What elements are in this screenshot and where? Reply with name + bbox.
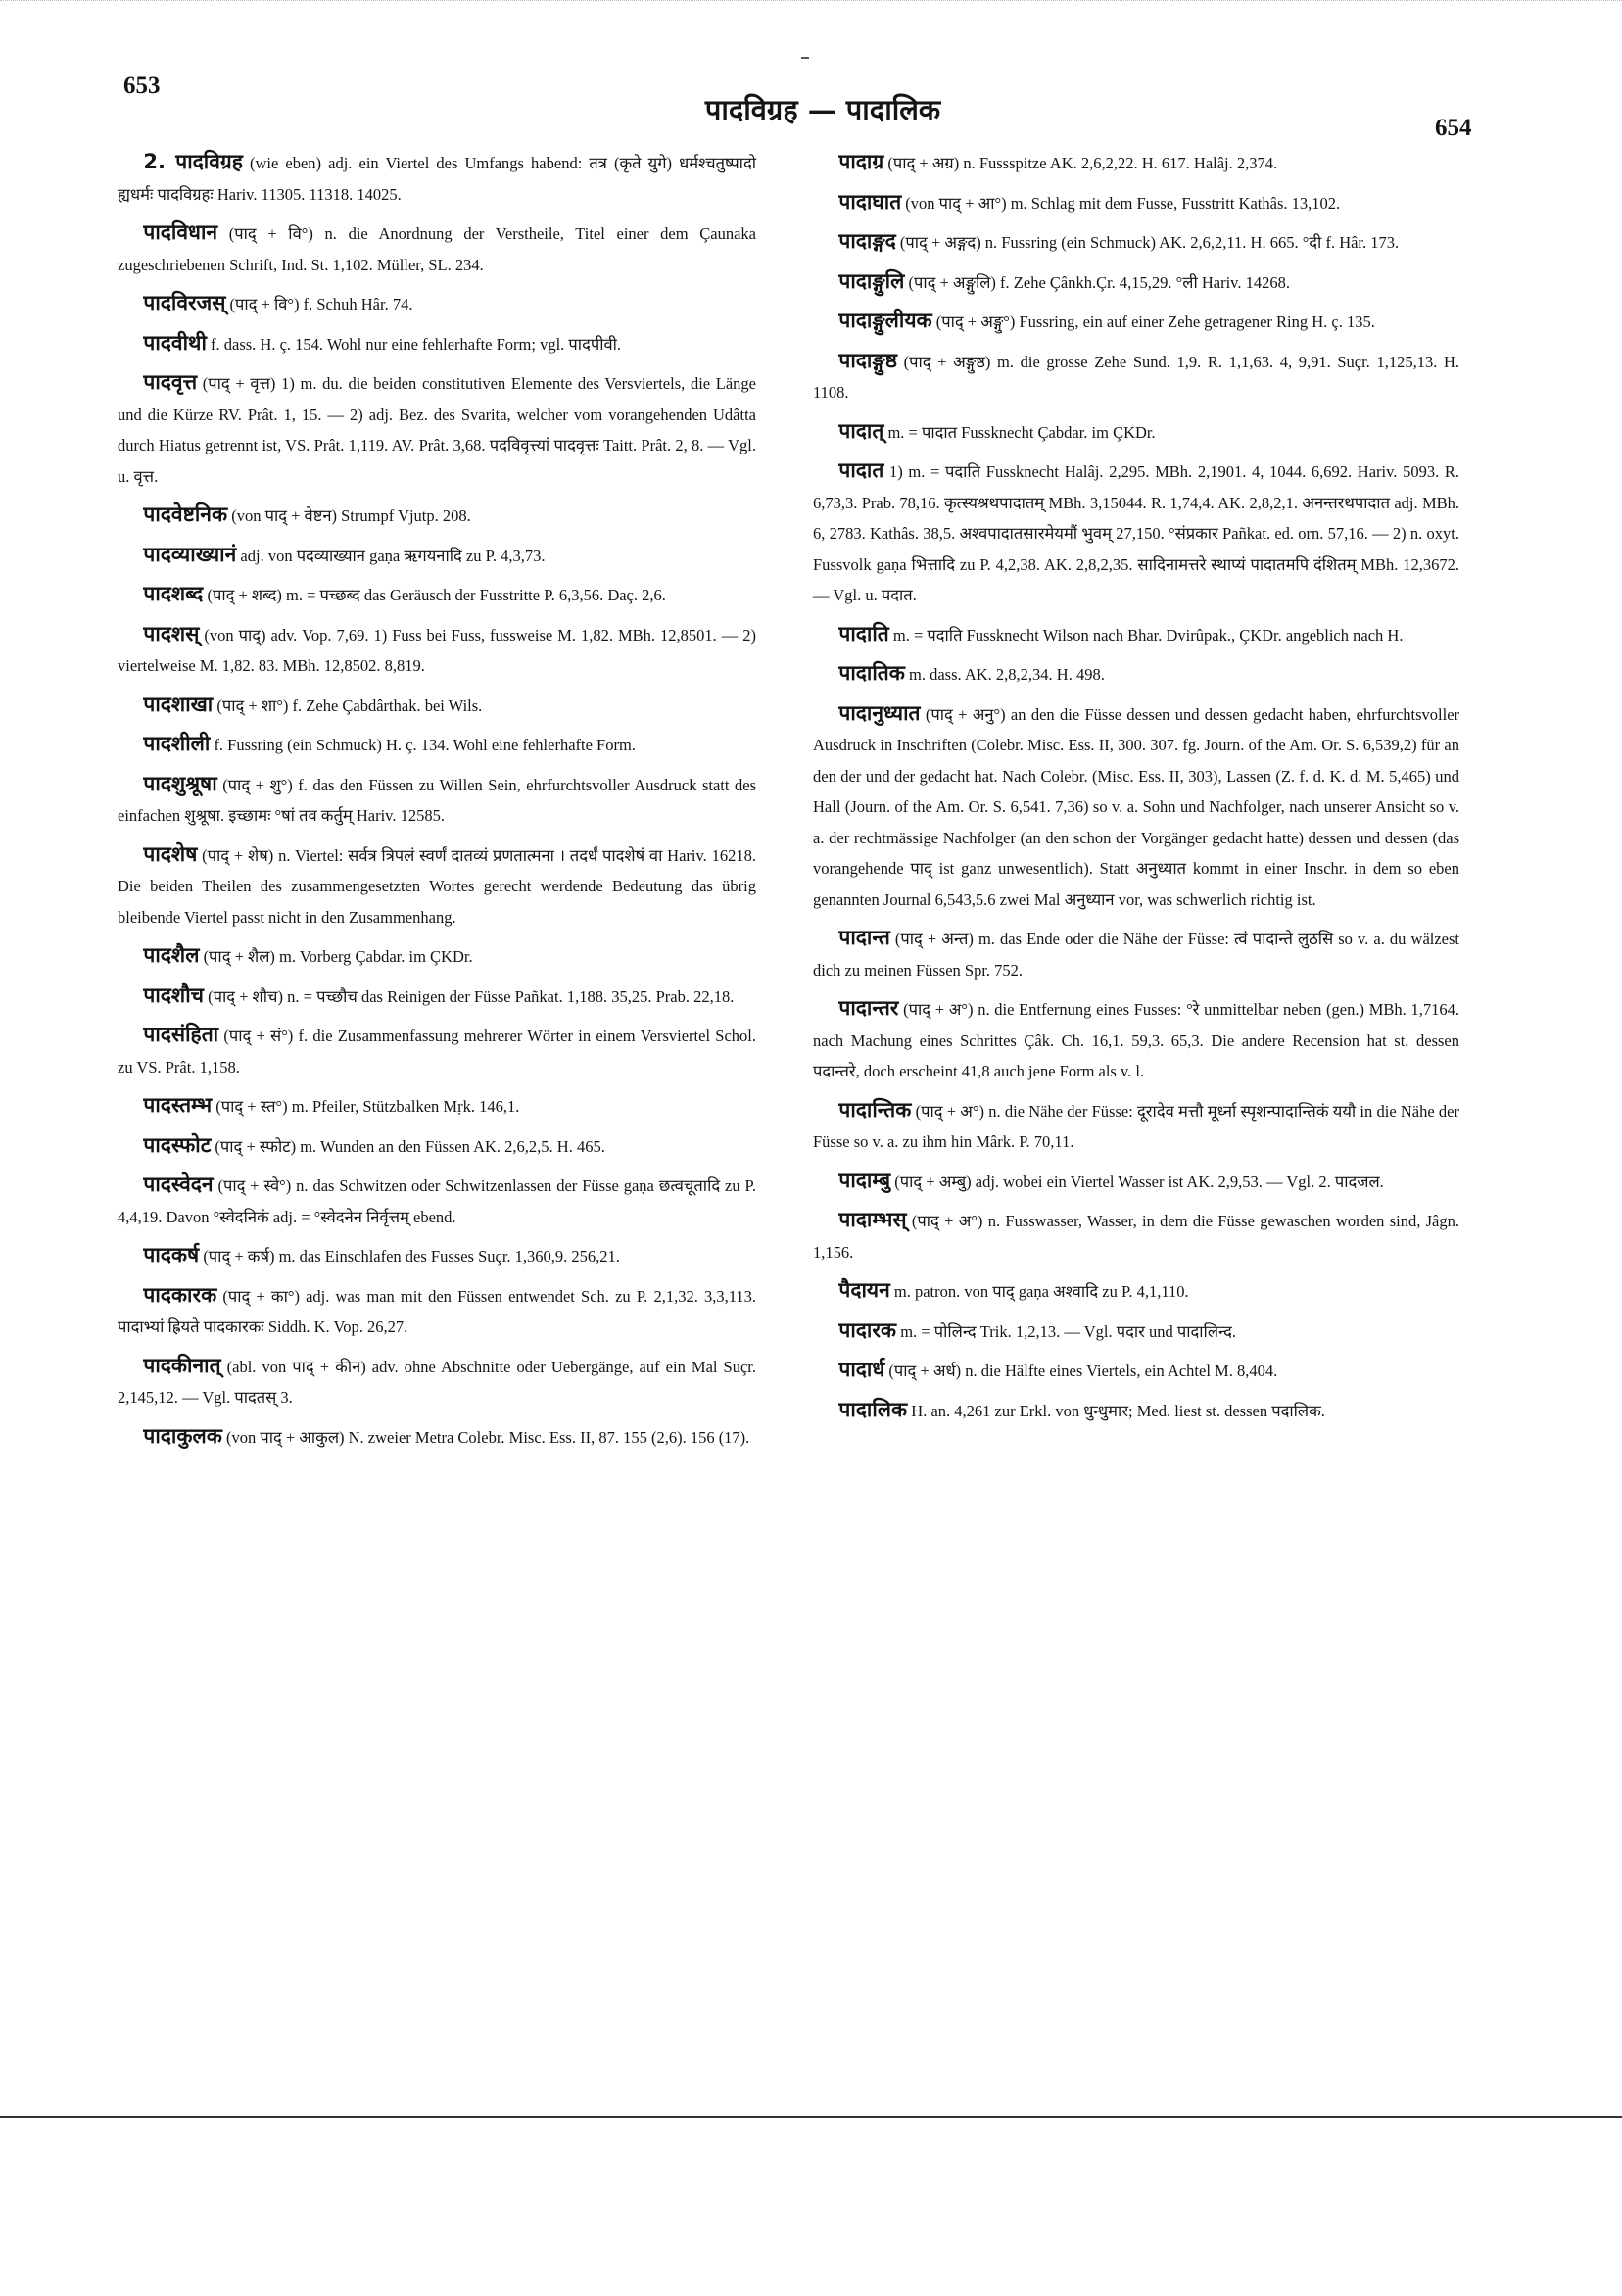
entry-headword: पैदायन xyxy=(838,1278,890,1302)
entry-headword: पादशेष xyxy=(143,841,198,866)
dictionary-entry xyxy=(118,1020,756,1082)
dictionary-entry xyxy=(813,619,1459,651)
entry-headword: पादार्ध xyxy=(838,1358,885,1381)
dictionary-entry xyxy=(813,416,1459,449)
entry-headword: पादविधान xyxy=(143,220,218,244)
dictionary-entry xyxy=(118,769,756,832)
entry-headword: पादकीनात् xyxy=(143,1353,221,1377)
entry-text: H. an. 4,261 zur Erkl. von धुन्धुमार; Med. liest st. dessen पदालिक. xyxy=(911,1401,1325,1420)
entry-headword: पादवृत्त xyxy=(143,370,198,394)
entry-headword: पादाम्बु xyxy=(838,1168,891,1192)
dictionary-entry xyxy=(813,1355,1459,1387)
entry-headword: पादशीली xyxy=(143,732,211,755)
dictionary-entry xyxy=(118,579,756,611)
dictionary-entry xyxy=(118,328,756,360)
dictionary-entry xyxy=(118,288,756,320)
entry-headword: पादस्फोट xyxy=(143,1132,212,1157)
entry-text: (पाद् + शौच) n. = पच्छौच das Reinigen der Füsse Pañkat. 1,188. 35,25. Prab. 22,18. xyxy=(208,986,735,1006)
entry-headword: पादाङ्गुलि xyxy=(838,268,905,293)
dictionary-entry xyxy=(118,940,756,973)
entry-headword: पादशाखा xyxy=(143,692,214,716)
page-number-left: 653 xyxy=(123,72,161,99)
entry-text: (पाद् + वि°) n. die Anordnung der Verstheile, Titel einer dem Çaunaka zugeschriebenen Schrift, Ind. St. 1,102. Müller, SL. 234. xyxy=(118,224,756,274)
entry-text: (पाद् + स्त°) m. Pfeiler, Stützbalken Mṛk. 146,1. xyxy=(215,1097,520,1116)
entry-headword: पादानुध्यात xyxy=(838,700,921,725)
entry-text: (पाद् + स्फोट) m. Wunden an den Füssen AK. 2,6,2,5. H. 465. xyxy=(215,1136,605,1156)
entry-text: (von पाद् + वेष्टन) Strumpf Vjutp. 208. xyxy=(231,506,471,525)
entry-headword: पादव्याख्यानं xyxy=(143,542,237,566)
entry-headword: पादाघात xyxy=(838,189,902,214)
entry-text: 1) m. = पदाति Fussknecht Halâj. 2,295. MBh. 2,1901. 4, 1044. 6,692. Hariv. 5093. R. 6,73,3. Prab. 78,16. कृत्स्यश्रथपादातम् MBh. 3,15044. R. 1,74,4. AK. 2,8,2,1. अनन्तरथपादात adj. MBh. 6, 2783. Kathâs. 38,5. अश्वपादातसारमेयमौं भुवम् 27,150. °संप्रकार Pañkat. ed. orn. 57,16. — 2) n. oxyt. Fussvolk gaṇa भित्तादि zu P. 4,2,38. AK. 2,8,2,35. सादिनामत्तरे स्थाप्यं पादातमपि दंशितम् MBh. 12,3672. — Vgl. u. पदात. xyxy=(813,462,1459,604)
dictionary-entry xyxy=(813,1095,1459,1158)
entry-text: (पाद् + कर्ष) m. das Einschlafen des Fusses Suçr. 1,360,9. 256,21. xyxy=(203,1247,620,1266)
dictionary-entry xyxy=(813,923,1459,985)
entry-headword: पादवेष्टनिक xyxy=(143,502,228,526)
entry-headword: पादकारक xyxy=(143,1282,217,1307)
dictionary-entry xyxy=(118,729,756,761)
entry-text: (wie eben) adj. ein Viertel des Umfangs habend: तत्र (कृते युगे) धर्मश्चतुष्पादो ह्यधर्मः पादविग्रहः Hariv. 11305. 11318. 14025. xyxy=(118,154,756,204)
entry-text: m. = पादात Fussknecht Çabdar. im ÇKDr. xyxy=(887,422,1156,442)
entry-text: (von पाद् + आ°) m. Schlag mit dem Fusse, Fusstritt Kathâs. 13,102. xyxy=(905,193,1341,213)
entry-headword: पादातिक xyxy=(838,661,905,685)
dictionary-entry xyxy=(813,226,1459,259)
dictionary-entry xyxy=(118,1351,756,1413)
dictionary-entry xyxy=(813,346,1459,408)
entry-headword: पादान्तिक xyxy=(838,1097,912,1122)
entry-text: (पाद् + अ°) n. die Entfernung eines Fusses: °रे unmittelbar neben (gen.) MBh. 1,7164. nach Machung eines Schrittes Çâk. Ch. 16,1. 59,3. 65,3. Die andere Recension hat st. dessen पदान्तरे, doch erscheint 41,8 auch jene Form als v. l. xyxy=(813,1000,1460,1080)
entry-text: (पाद् + अ°) n. die Nähe der Füsse: दूरादेव मत्तौ मूर्ध्ना स्पृशन्पादान्तिकं ययौ in die Nähe der Füsse so v. a. zu ihm hin Mârk. P. 70,11. xyxy=(813,1101,1459,1151)
entry-headword: पादात xyxy=(838,458,884,482)
entry-headword: पादविरजस् xyxy=(143,291,226,314)
dictionary-entry xyxy=(118,1130,756,1163)
entry-text: (पाद् + अम्बु) adj. wobei ein Viertel Wasser ist AK. 2,9,53. — Vgl. 2. पादजल. xyxy=(894,1172,1384,1191)
left-column xyxy=(118,147,756,1460)
dictionary-entry xyxy=(118,1170,756,1232)
dictionary-entry xyxy=(118,1421,756,1454)
entry-headword: पादात् xyxy=(838,418,884,443)
dictionary-entry xyxy=(813,993,1459,1087)
page-number-right: 654 xyxy=(1435,115,1472,141)
entry-headword: पादशुश्रूषा xyxy=(143,771,217,795)
entry-headword: पादालिक xyxy=(838,1397,908,1421)
entry-headword: पादाम्भस् xyxy=(838,1208,907,1231)
dictionary-entry xyxy=(813,1205,1459,1268)
dictionary-entry xyxy=(118,1090,756,1123)
entry-headword: पादाकुलक xyxy=(143,1423,222,1448)
dictionary-entry xyxy=(118,367,756,492)
entry-text: (पाद् + शब्द) m. = पच्छब्द das Geräusch der Fusstritte P. 6,3,56. Daç. 2,6. xyxy=(207,586,666,604)
entry-text: (पाद् + शेष) n. Viertel: सर्वत्र त्रिपलं स्वर्णं दातव्यं प्रणतात्मना । तदर्धं पादशेषं वा Hariv. 16218. Die beiden Theilen des zusammengesetzten Wortes gerecht werdende Bedeutung das übrig bleibende Viertel passt nicht in den Zusammenhang. xyxy=(118,845,756,927)
dictionary-entry xyxy=(813,187,1459,219)
entry-text: (पाद् + अनु°) an den die Füsse dessen und dessen gedacht haben, ehrfurchtsvoller Ausdruck in Inschriften (Colebr. Misc. Ess. II, 300. 307. fg. Journ. of the Am. Or. S. 6,539,2) für an den der und der gedacht hat. Nach Colebr. (Misc. Ess. II, 303), Lassen (Z. f. d. K. d. M. 5,465) und Hall (Journ. of the Am. Or. S. 6,541. 7,36) so v. a. Sohn und Nachfolger, nach unserer Ansicht so v. a. der rechtmässige Nachfolger (an den schon der Vorgänger gedacht hatte) dessen und dessen (das vorangehende पाद् ist ganz unwesentlich). Statt अनुध्यात kommt in einer Inschr. in dem so eben genannten Journal 6,543,5.6 zwei Mal अनुध्यान vor, was schwerlich richtig ist. xyxy=(813,704,1460,909)
entry-headword: पादशैल xyxy=(143,943,200,967)
dictionary-entry xyxy=(813,1166,1459,1198)
entry-text: (पाद् + अङ्गुष्ठ) m. die grosse Zehe Sund. 1,9. R. 1,1,63. 4, 9,91. Suçr. 1,125,13. H. 1108. xyxy=(813,352,1460,402)
entry-headword: पादाग्र xyxy=(838,150,884,173)
entry-headword: पादान्त xyxy=(838,926,890,949)
entry-text: (पाद् + शैल) m. Vorberg Çabdar. im ÇKDr. xyxy=(203,947,473,966)
dictionary-entry xyxy=(813,658,1459,691)
top-center-mark xyxy=(801,57,809,59)
entry-headword: पादकर्ष xyxy=(143,1243,200,1267)
entry-headword: पादशस् xyxy=(143,621,200,646)
entry-text: (पाद् + अङ्गद) n. Fussring (ein Schmuck) AK. 2,6,2,11. H. 665. °दी f. Hâr. 173. xyxy=(899,233,1400,252)
dictionary-entry xyxy=(813,1275,1459,1308)
dictionary-entry xyxy=(813,306,1459,338)
entry-text: (von पाद्) adv. Vop. 7,69. 1) Fuss bei Fuss, fussweise M. 1,82. MBh. 12,8501. — 2) viertelweise M. 1,82. 83. MBh. 12,8502. 8,819. xyxy=(118,625,757,675)
dictionary-entry xyxy=(813,1315,1459,1348)
dictionary-entry xyxy=(118,147,756,210)
dictionary-entry xyxy=(813,455,1459,611)
entry-text: (पाद् + अङ्गु°) Fussring, ein auf einer Zehe getragener Ring H. ç. 135. xyxy=(935,312,1375,331)
entry-headword: पादस्वेदन xyxy=(143,1172,214,1196)
entry-headword: पादाति xyxy=(838,621,889,646)
entry-headword: पादाङ्गद xyxy=(838,229,896,253)
dictionary-entry xyxy=(118,540,756,572)
entry-headword: पादशौच xyxy=(143,982,204,1007)
dictionary-entry xyxy=(118,981,756,1013)
entry-text: (पाद् + शा°) f. Zehe Çabdârthak. bei Wils. xyxy=(216,695,483,715)
dictionary-entry xyxy=(118,619,756,682)
entry-text: m. = पदाति Fussknecht Wilson nach Bhar. Dvirûpak., ÇKDr. angeblich nach H. xyxy=(892,625,1404,645)
entry-text: m. patron. von पाद् gaṇa अश्वादि zu P. 4,1,110. xyxy=(893,1282,1189,1301)
entry-text: (पाद् + वृत्त) 1) m. du. die beiden constitutiven Elemente des Versviertels, die Länge und die Kürze RV. Prât. 1, 15. — 2) adj. Bez. des Svarita, welcher vom vorangehenden Udâtta durch Hiatus getrennt ist, VS. Prât. 1,119. AV. Prât. 3,68. पदविवृत्त्यां पादवृत्तः Taitt. Prât. 2, 8. — Vgl. u. वृत्त. xyxy=(118,374,757,486)
running-head: पादविग्रह — पादालिक xyxy=(704,93,941,126)
entry-text: (von पाद् + आकुल) N. zweier Metra Colebr. Misc. Ess. II, 87. 155 (2,6). 156 (17). xyxy=(225,1427,750,1447)
bottom-rule xyxy=(0,2116,1622,2118)
entry-text: (पाद् + शु°) f. das den Füssen zu Willen Sein, ehrfurchtsvoller Ausdruck statt des einfachen शुश्रूषा. इच्छामः °षां तव कर्तुम् Hariv. 12585. xyxy=(118,775,757,825)
entry-headword: पादशब्द xyxy=(143,582,204,605)
dictionary-entry xyxy=(813,698,1459,916)
entry-text: m. = पोलिन्द Trik. 1,2,13. — Vgl. पदार und पादालिन्द. xyxy=(900,1321,1236,1341)
entry-headword: पादारक xyxy=(838,1317,897,1342)
entry-headword: 2. पादविग्रह xyxy=(143,150,243,173)
entry-headword: पादवीथी xyxy=(143,330,207,355)
entry-text: f. dass. H. ç. 154. Wohl nur eine fehlerhafte Form; vgl. पादपीवी. xyxy=(211,334,622,354)
entry-headword: पादस्तम्भ xyxy=(143,1093,213,1117)
entry-text: (पाद् + सं°) f. die Zusammenfassung mehrerer Wörter in einem Versviertel Schol. zu VS. Prât. 1,158. xyxy=(118,1027,757,1076)
entry-headword: पादाङ्गुष्ठ xyxy=(838,348,898,372)
dictionary-entry xyxy=(813,1395,1459,1427)
entry-text: (abl. von पाद् + कीन) adv. ohne Abschnitte oder Uebergänge, auf ein Mal Suçr. 2,145,12. — Vgl. पादतस् 3. xyxy=(118,1357,757,1407)
right-column xyxy=(813,147,1459,1434)
dictionary-entry xyxy=(118,1280,756,1343)
entry-text: (पाद् + अग्र) n. Fussspitze AK. 2,6,2,22. H. 617. Halâj. 2,374. xyxy=(887,154,1278,172)
entry-text: (पाद् + अन्त) m. das Ende oder die Nähe der Füsse: त्वं पादान्ते लुठसि so v. a. du wälzest dich zu meinen Füssen Spr. 752. xyxy=(813,930,1460,980)
entry-text: (पाद् + स्वे°) n. das Schwitzen oder Schwitzenlassen der Füsse gaṇa छत्वचूतादि zu P. 4,4,19. Davon °स्वेदनिकं adj. = °स्वेदनेन निर्वृत्तम् ebend. xyxy=(118,1176,756,1226)
entry-text: (पाद् + वि°) f. Schuh Hâr. 74. xyxy=(229,295,413,313)
dictionary-entry xyxy=(118,839,756,933)
entry-headword: पादान्तर xyxy=(838,996,899,1020)
top-edge-specks xyxy=(0,0,1622,19)
dictionary-entry xyxy=(813,266,1459,299)
entry-text: (पाद् + अ°) n. Fusswasser, Wasser, in dem die Füsse gewaschen worden sind, Jâgn. 1,156. xyxy=(813,1212,1459,1262)
entry-text: (पाद् + अर्ध) n. die Hälfte eines Viertels, ein Achtel M. 8,404. xyxy=(888,1362,1278,1380)
entry-text: (पाद् + अङ्गुलि) f. Zehe Çânkh.Çr. 4,15,29. °ली Hariv. 14268. xyxy=(908,272,1290,292)
entry-text: m. dass. AK. 2,8,2,34. H. 498. xyxy=(909,665,1105,684)
entry-text: (पाद् + का°) adj. was man mit den Füssen entwendet Sch. zu P. 2,1,32. 3,3,113. पादाभ्यां ह्रियते पादकारकः Siddh. K. Vop. 26,27. xyxy=(118,1286,756,1336)
dictionary-entry xyxy=(813,147,1459,179)
dictionary-entry xyxy=(118,1240,756,1272)
entry-text: adj. von पदव्याख्यान gaṇa ऋगयनादि zu P. 4,3,73. xyxy=(240,546,546,565)
entry-text: f. Fussring (ein Schmuck) H. ç. 134. Wohl eine fehlerhafte Form. xyxy=(214,736,636,754)
entry-headword: पादसंहिता xyxy=(143,1023,219,1046)
dictionary-entry xyxy=(118,500,756,532)
dictionary-entry xyxy=(118,217,756,280)
dictionary-entry xyxy=(118,690,756,722)
entry-headword: पादाङ्गुलीयक xyxy=(838,309,932,332)
